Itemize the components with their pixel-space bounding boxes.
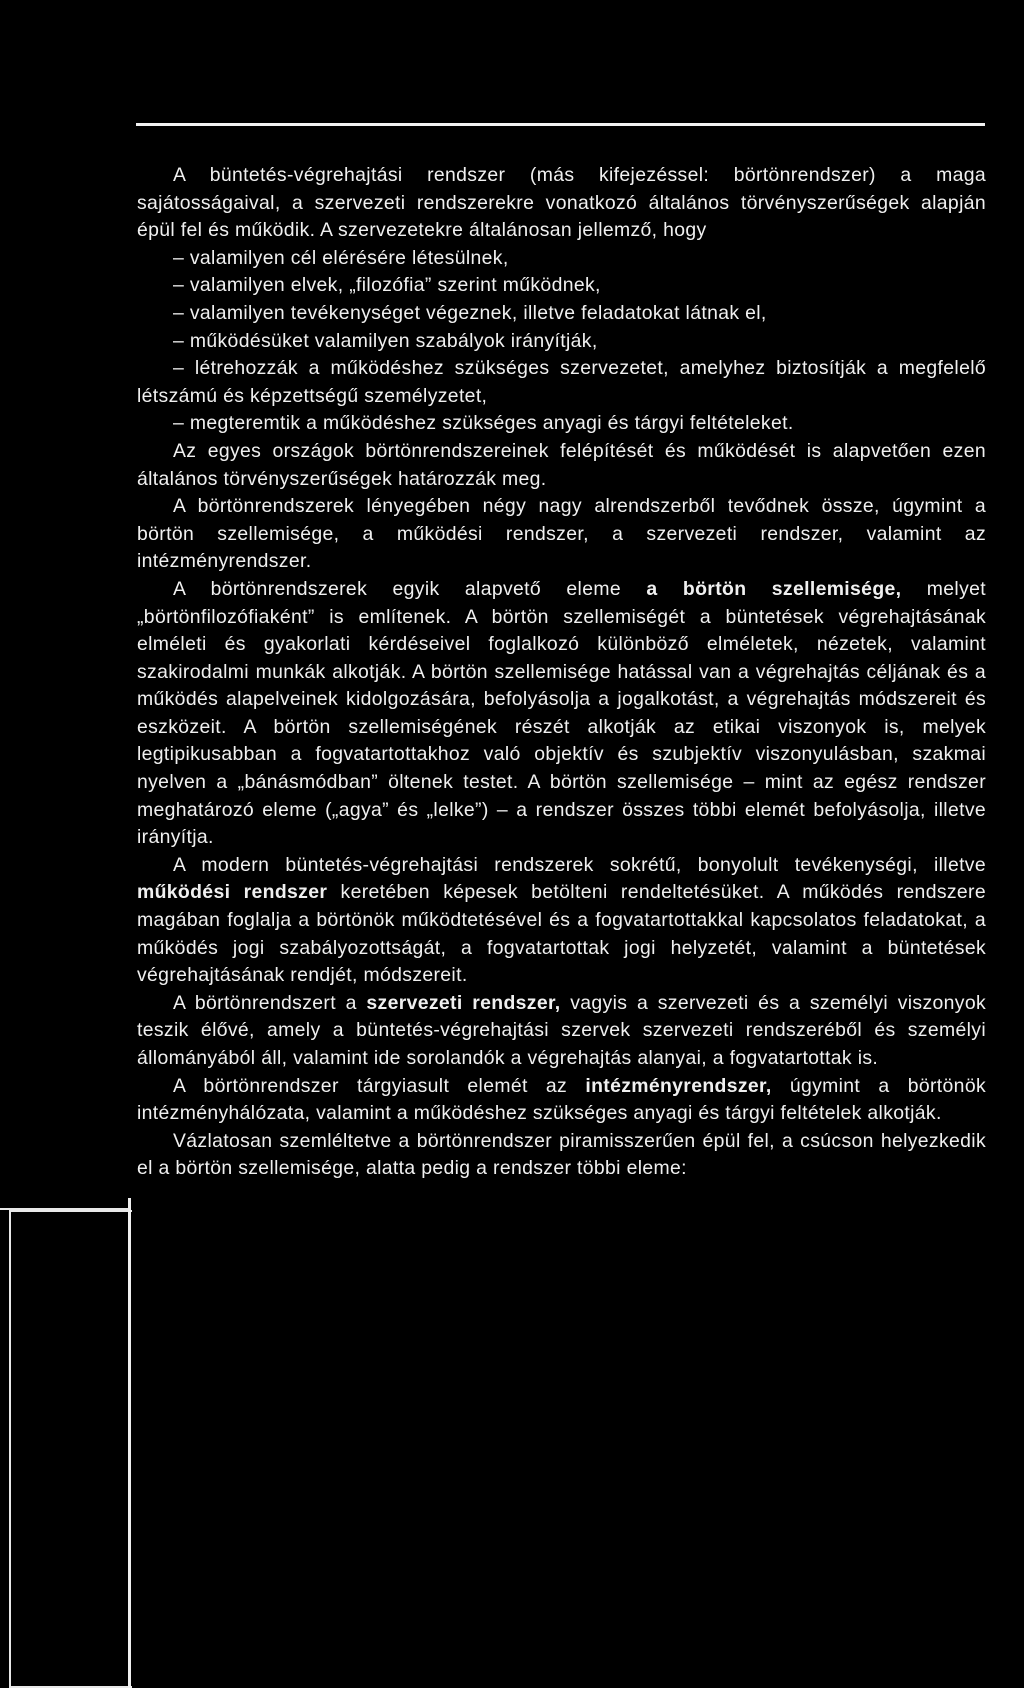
paragraph-institutions <box>137 1073 986 1128</box>
paragraph-text: A modern büntetés-végrehajtási rendszerek sokrétű, bonyolult tevékenységi, illetve <box>173 853 986 876</box>
bold-term: működési rendszer <box>137 881 328 904</box>
list-item: – valamilyen cél elérésére létesülnek, <box>173 246 509 269</box>
bold-term: szervezeti rendszer, <box>366 991 561 1014</box>
margin-frame <box>9 1210 132 1688</box>
paragraph-text: keretében képesek betölteni rendeltetésüket. A működés rendszere magában foglalja a börtönök működtetésével és a fogvatartottakkal kapcsolatos feladatokat, a működés jogi szabályozottságát, a fogvatartottak jogi helyzetét, valamint a büntetések végrehajtásának rendjét, módszereit. <box>137 881 986 987</box>
bold-term: intézményrendszer, <box>585 1074 772 1097</box>
paragraph-spirit <box>137 576 986 852</box>
list-item: – valamilyen elvek, „filozófia” szerint működnek, <box>173 274 601 297</box>
paragraph-intro: A büntetés-végrehajtási rendszer (más kifejezéssel: börtönrendszer) a maga sajátosságaival, a szervezeti rendszerekre vonatkozó általános törvényszerűségek alapján épül fel és működik. A szervezetekre általánosan jellemző, hogy <box>137 164 986 242</box>
list-item: – valamilyen tevékenységet végeznek, illetve feladatokat látnak el, <box>173 301 767 324</box>
list-item: – működésüket valamilyen szabályok irányítják, <box>173 329 598 352</box>
paragraph-organization <box>137 990 986 1073</box>
margin-rule <box>128 1198 131 1688</box>
paragraph-text: A börtönrendszerek egyik alapvető eleme <box>173 577 647 600</box>
paragraph-pyramid: Vázlatosan szemléltetve a börtönrendszer piramisszerűen épül fel, a csúcson helyezkedik el a börtön szellemisége, alatta pedig a rendszer többi eleme: <box>137 1129 986 1180</box>
paragraph-text: vagyis a szervezeti és a személyi viszonyok teszik élővé, amely a büntetés-végrehajtási szervek szervezeti rendszeréből és személyi állományából áll, valamint ide sorolandók a végrehajtás alanyai, a fogvatartottak is. <box>137 991 986 1069</box>
paragraph-text: úgymint a börtönök intézményhálózata, valamint a működéshez szükséges anyagi és tárgyi feltételek alkotják. <box>137 1074 986 1125</box>
paragraph-text: A börtönrendszer tárgyiasult elemét az <box>173 1074 586 1097</box>
paragraph-text: A börtönrendszert a <box>173 991 367 1014</box>
paragraph-subsystems: A börtönrendszerek lényegében négy nagy alrendszerből tevődnek össze, úgymint a börtön szellemisége, a működési rendszer, a szervezeti rendszer, valamint az intézményrendszer. <box>137 495 986 573</box>
paragraph-text: melyet „börtönfilozófiaként” is említenek. A börtön szellemiségét a büntetések végrehajtásának elméleti és gyakorlati kérdéseivel foglalkozó különböző elméletek, nézetek, valamint szakirodalmi munkák alkotják. A börtön szellemisége hatással van a végrehajtás céljának és a működés alapelveinek kidolgozására, befolyásolja a jogalkotást, a végrehajtás módszereit és eszközeit. A börtön szellemiségének részét alkotják az etikai viszonyok is, melyek legtipikusabban a fogvatartottakhoz való objektív és szubjektív viszonyulásban, szakmai nyelven a „bánásmódban” öltenek testet. A börtön szellemisége – mint az egész rendszer meghatározó eleme („agya” és „lelke”) – a rendszer összes többi elemét befolyásolja, illetve irányítja. <box>137 577 986 849</box>
paragraph-countries: Az egyes országok börtönrendszereinek felépítését és működését is alapvetően ezen általános törvényszerűségek határozzák meg. <box>137 439 986 490</box>
page-body <box>137 162 986 1183</box>
list-item: – létrehozzák a működéshez szükséges szervezetet, amelyhez biztosítják a megfelelő létszámú és képzettségű személyzetet, <box>137 357 986 407</box>
list-item: – megteremtik a működéshez szükséges anyagi és tárgyi feltételeket. <box>173 412 794 435</box>
paragraph-operation <box>137 852 986 990</box>
bold-term: a börtön szellemisége, <box>646 577 902 600</box>
top-rule <box>136 123 985 126</box>
